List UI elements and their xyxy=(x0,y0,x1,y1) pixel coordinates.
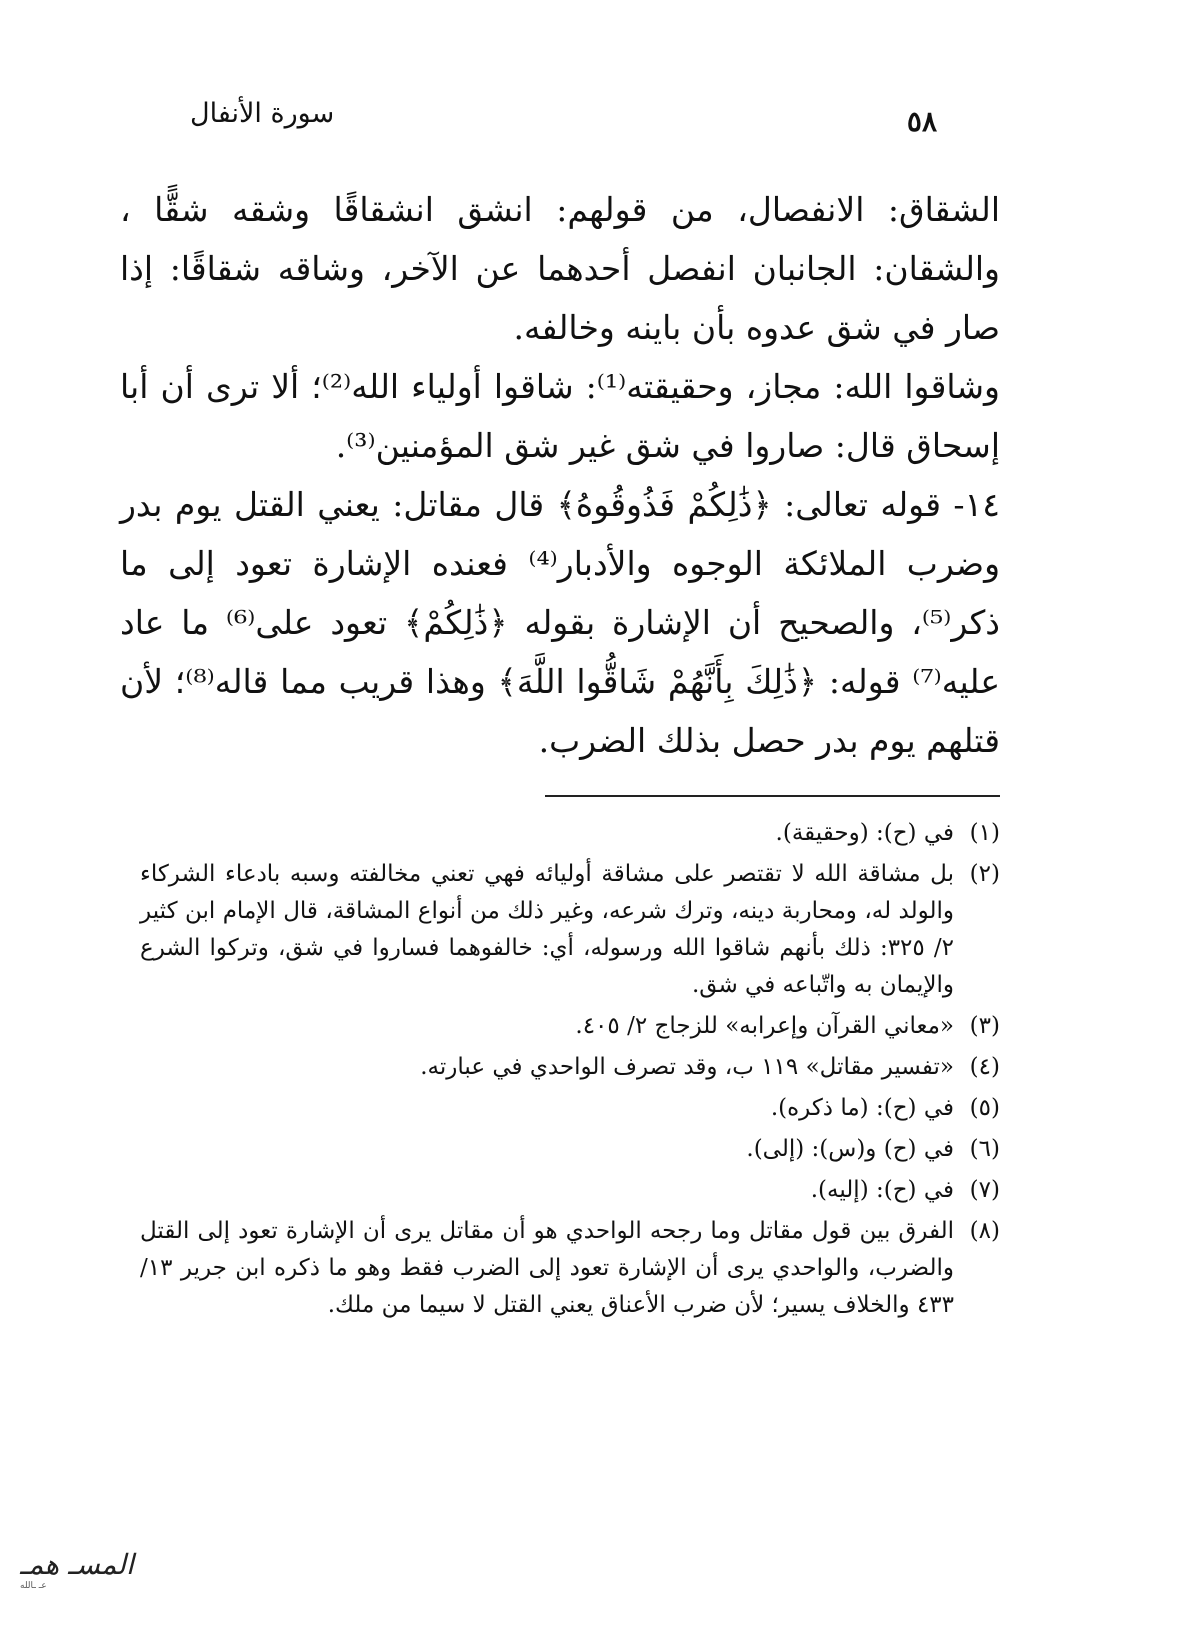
main-text xyxy=(120,180,1000,770)
footnote-number: (١) xyxy=(969,820,1000,846)
footnote xyxy=(140,1131,1000,1168)
footnote-text: في (ح): (إليه). xyxy=(810,1177,954,1203)
watermark-subtext: عـ ـالله xyxy=(20,1581,47,1591)
watermark-logo xyxy=(20,1548,170,1608)
page-number: ٥٨ xyxy=(906,105,937,138)
footnote-text: الفرق بين قول مقاتل وما رجحه الواحدي هو أن مقاتل يرى أن الإشارة تعود إلى القتل والضرب، والواحدي يرى أن الإشارة تعود إلى الضرب فقط وهو ما ذكره ابن جرير ١٣/ ٤٣٣ والخلاف يسير؛ لأن ضرب الأعناق يعني القتل لا سيما من ملك. xyxy=(140,1218,954,1318)
footnote-text: بل مشاقة الله لا تقتصر على مشاقة أوليائه فهي تعني مخالفته وسبه بادعاء الشركاء والولد له، ومحاربة دينه، وترك شرعه، وغير ذلك من أنواع المشاقة، قال الإمام ابن كثير ٢/ ٣٢٥: ذلك بأنهم شاقوا الله ورسوله، أي: خالفوهما فساروا في شق، وتركوا الشرع والإيمان به واتّباعه في شق. xyxy=(140,861,954,998)
footnote-text: «تفسير مقاتل» ١١٩ ب، وقد تصرف الواحدي في عبارته. xyxy=(420,1054,954,1080)
footnote xyxy=(140,815,1000,852)
footnote-text: في (ح): (وحقيقة). xyxy=(775,820,954,846)
footnote-number: (٤) xyxy=(969,1054,1000,1080)
watermark-text: المسـ همـ xyxy=(20,1548,134,1581)
footnote xyxy=(140,1172,1000,1209)
footnote-number: (٧) xyxy=(969,1177,1000,1203)
paragraph: وشاقوا الله: مجاز، وحقيقته⁽¹⁾: شاقوا أولياء الله⁽²⁾؛ ألا ترى أن أبا إسحاق قال: صاروا في شق غير شق المؤمنين⁽³⁾. xyxy=(120,367,1000,465)
footnote-number: (٦) xyxy=(969,1136,1000,1162)
paragraph: ١٤- قوله تعالى: ﴿ذَٰلِكُمْ فَذُوقُوهُ﴾ قال مقاتل: يعني القتل يوم بدر وضرب الملائكة الوجوه والأدبار⁽⁴⁾ فعنده الإشارة تعود إلى ما ذكر⁽⁵⁾، والصحيح أن الإشارة بقوله ﴿ذَٰلِكُمْ﴾ تعود على⁽⁶⁾ ما عاد عليه⁽⁷⁾ قوله: ﴿ذَٰلِكَ بِأَنَّهُمْ شَاقُّوا اللَّهَ﴾ وهذا قريب مما قاله⁽⁸⁾؛ لأن قتلهم يوم بدر حصل بذلك الضرب. xyxy=(120,485,1001,760)
footnote-text: في (ح): (ما ذكره). xyxy=(770,1095,954,1121)
footnote-divider xyxy=(545,795,1000,797)
footnote xyxy=(140,1090,1000,1127)
footnote-text: في (ح) و(س): (إلى). xyxy=(746,1136,954,1162)
footnote-number: (٢) xyxy=(969,861,1000,887)
paragraph: الشقاق: الانفصال، من قولهم: انشق انشقاقًا وشقه شقًّا ، والشقان: الجانبان انفصل أحدهما عن الآخر، وشاقه شقاقًا: إذا صار في شق عدوه بأن باينه وخالفه. xyxy=(120,190,1000,347)
footnote-number: (٣) xyxy=(969,1013,1000,1039)
footnote-number: (٨) xyxy=(969,1218,1000,1244)
footnote-text: «معاني القرآن وإعرابه» للزجاج ٢/ ٤٠٥. xyxy=(575,1013,954,1039)
footnote-number: (٥) xyxy=(969,1095,1000,1121)
surah-title: سورة الأنفال xyxy=(190,98,335,129)
footnote xyxy=(140,1213,1000,1324)
footnote xyxy=(140,1008,1000,1045)
footnotes xyxy=(140,815,1000,1328)
footnote xyxy=(140,1049,1000,1086)
footnote xyxy=(140,856,1000,1004)
